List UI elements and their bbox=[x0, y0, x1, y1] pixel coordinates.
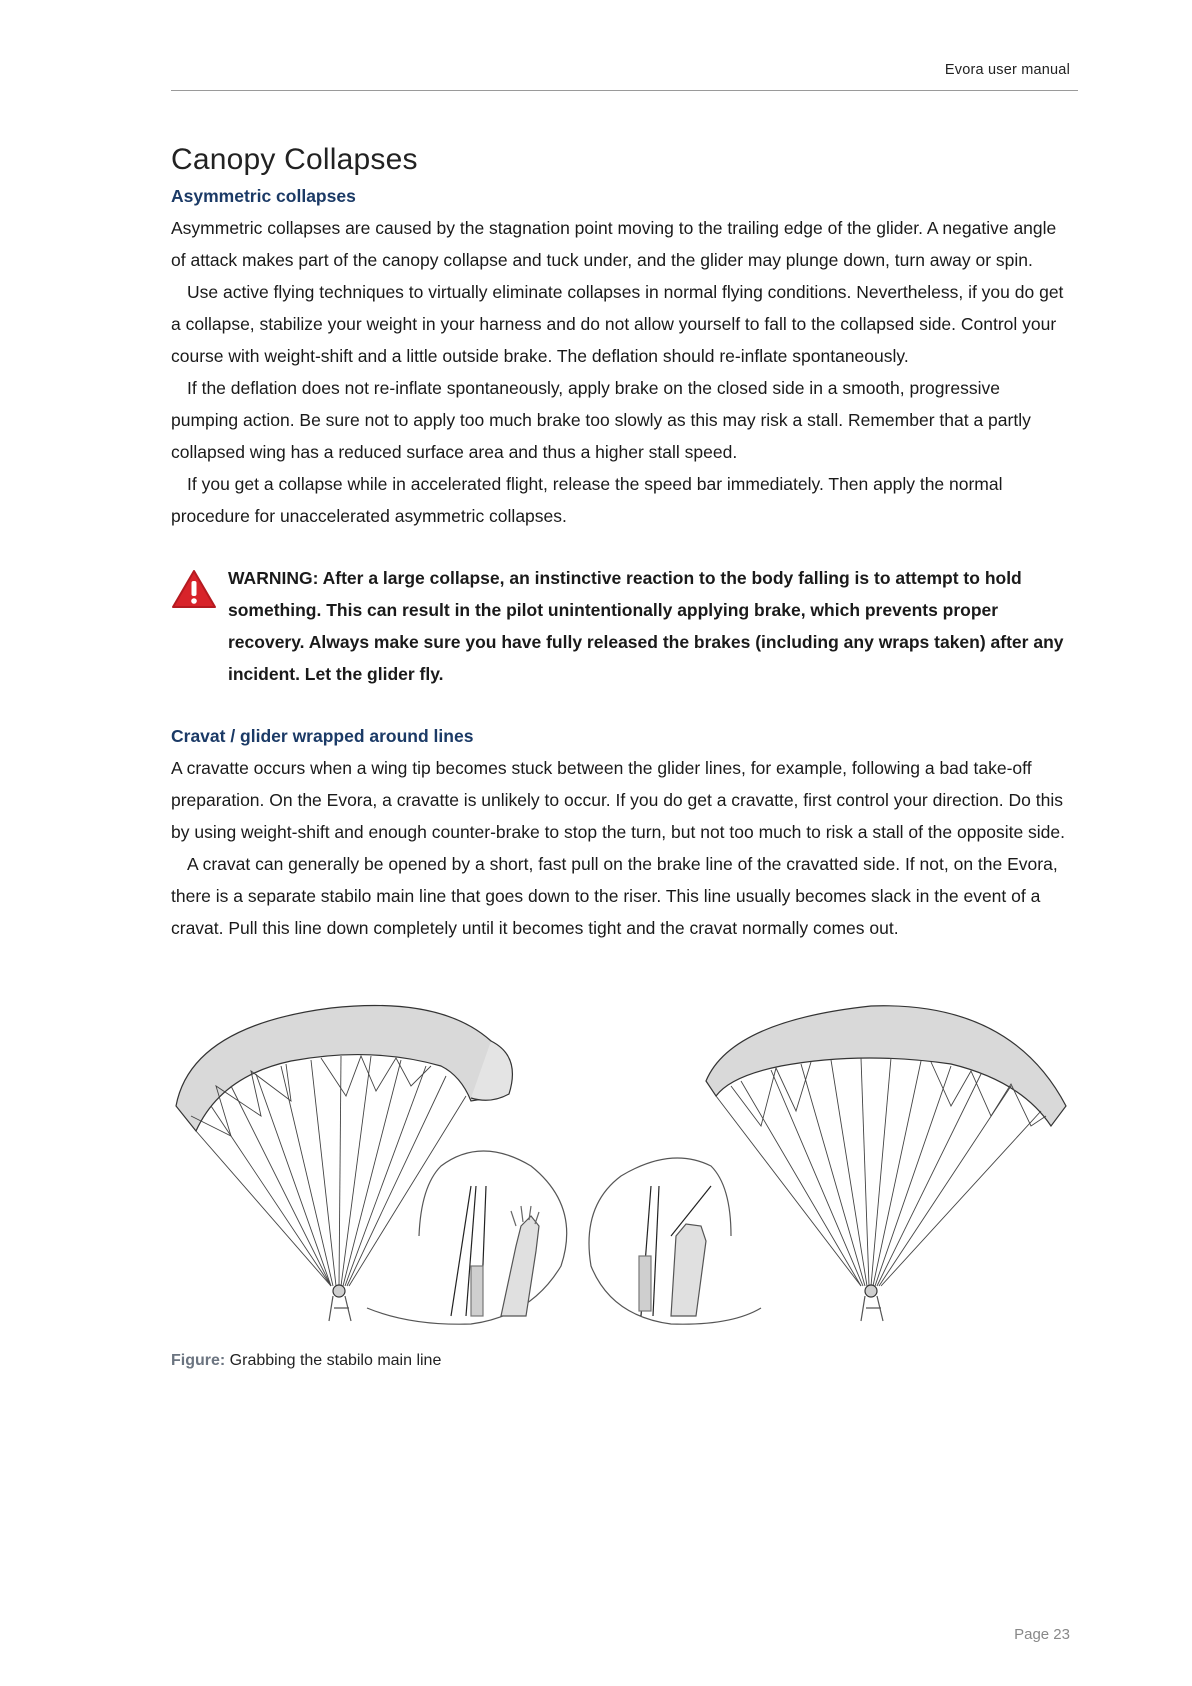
figure-caption bbox=[171, 1350, 1071, 1372]
page-content bbox=[171, 140, 1071, 1372]
paragraph: A cravat can generally be opened by a short, fast pull on the brake line of the cravatted side. If not, on the Evora, there is a separate stabilo main line that goes down to the riser. This line usually becomes slack in the event of a cravat. Pull this line down completely until it becomes tight and the cravat normally comes out. bbox=[171, 854, 1058, 938]
paragraph: Asymmetric collapses are caused by the stagnation point moving to the trailing edge of the glider. A negative angle of attack makes part of the canopy collapse and tuck under, and the glider may plunge down, turn away or spin. bbox=[171, 218, 1057, 270]
caption-label: Figure: bbox=[171, 1352, 226, 1369]
left-inset-hand-drawing bbox=[367, 1151, 567, 1324]
right-paraglider-drawing bbox=[706, 1006, 1066, 1321]
paragraph: If the deflation does not re-inflate spontaneously, apply brake on the closed side in a smooth, progressive pumping action. Be sure not to apply too much brake too slowly as this may risk a stall. Remember that a partly collapsed wing has a reduced surface area and thus a higher stall speed. bbox=[171, 378, 1031, 462]
paragraph: If you get a collapse while in accelerated flight, release the speed bar immediately. Then apply the normal procedure for unaccelerated asymmetric collapses. bbox=[171, 474, 1003, 526]
right-inset-hand-drawing bbox=[589, 1158, 761, 1324]
paragraph: A cravatte occurs when a wing tip becomes stuck between the glider lines, for example, following a bad take-off preparation. On the Evora, a cravatte is unlikely to occur. If you do get a cravatte, first control your direction. Do this by using weight-shift and enough counter-brake to stop the turn, but not too much to risk a stall of the opposite side. bbox=[171, 758, 1066, 842]
paraglider-illustration bbox=[171, 986, 1071, 1336]
header-divider bbox=[171, 90, 1078, 91]
caption-text: Grabbing the stabilo main line bbox=[229, 1352, 442, 1369]
page-title: Canopy Collapses bbox=[171, 143, 418, 176]
page-number: Page 23 bbox=[1014, 1626, 1070, 1643]
section-heading-cravat: Cravat / glider wrapped around lines bbox=[171, 726, 474, 746]
warning-callout bbox=[171, 562, 1071, 690]
warning-triangle-icon bbox=[171, 568, 217, 610]
paragraph: Use active flying techniques to virtually eliminate collapses in normal flying conditions. Nevertheless, if you do get a collapse, stabilize your weight in your harness and do not allow yourself to fall to the collapsed side. Control your course with weight-shift and a little outside brake. The deflation should re-inflate spontaneously. bbox=[171, 282, 1064, 366]
warning-text: WARNING: After a large collapse, an instinctive reaction to the body falling is to attempt to hold something. This can result in the pilot unintentionally applying brake, which prevents proper recovery. Always make sure you have fully released the brakes (including any wraps taken) after any incident. Let the glider fly. bbox=[228, 568, 1064, 684]
document-title: Evora user manual bbox=[944, 62, 1070, 78]
figure-stabilo-line bbox=[171, 986, 1071, 1336]
section-heading-asymmetric: Asymmetric collapses bbox=[171, 186, 356, 206]
